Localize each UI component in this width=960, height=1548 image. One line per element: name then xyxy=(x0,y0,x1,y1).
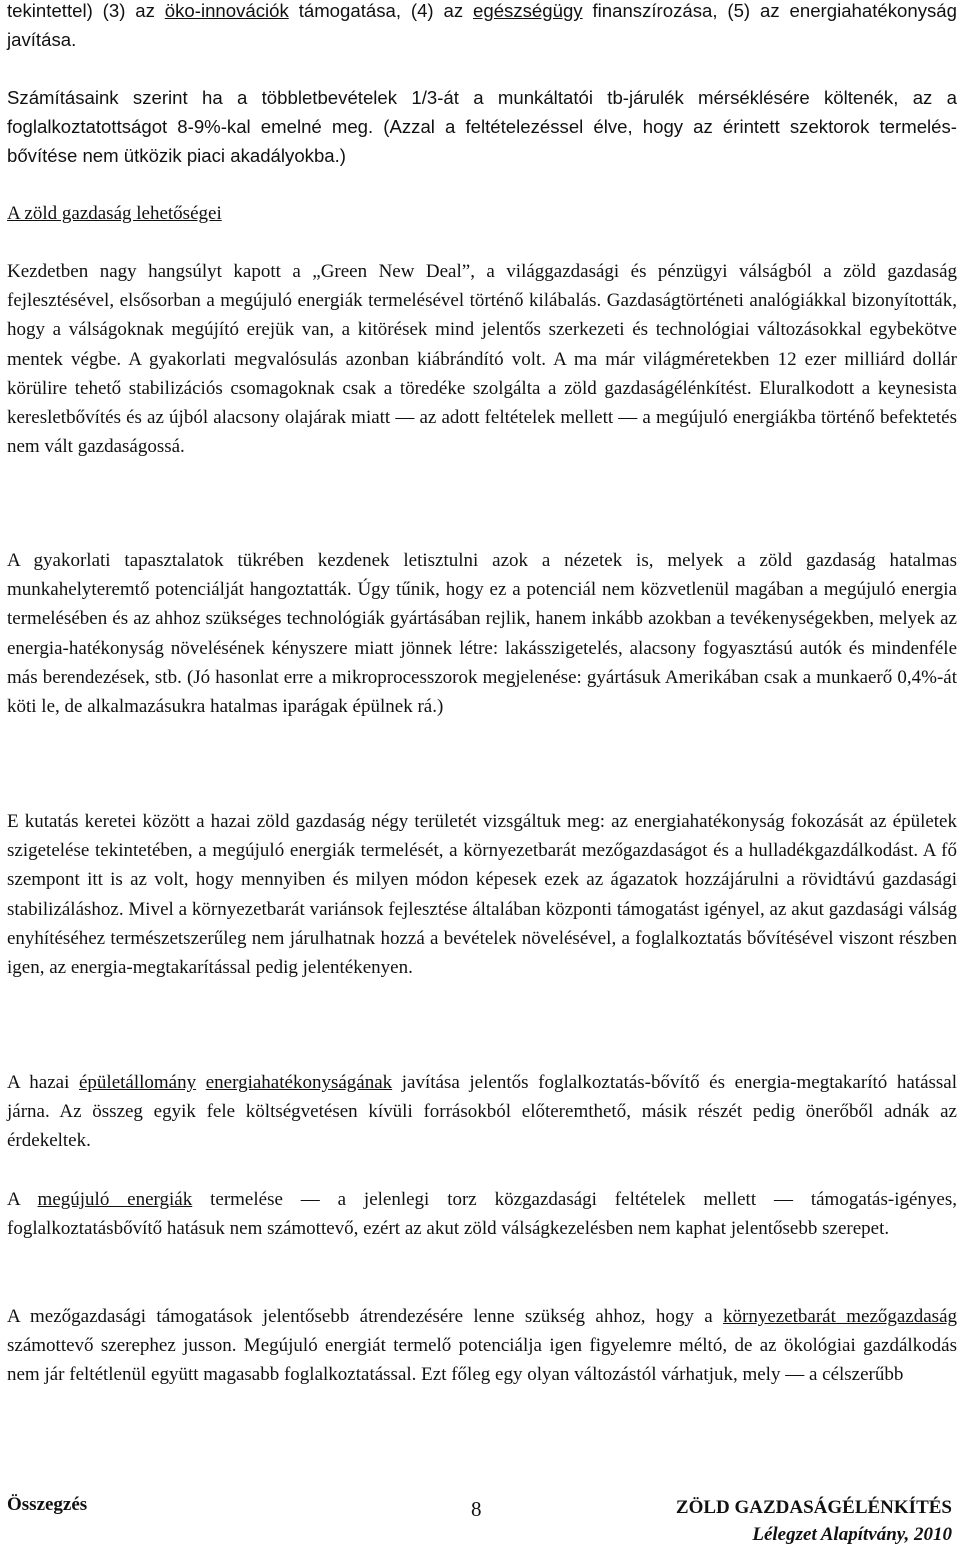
text-run: A mezőgazdasági támogatások jelentősebb átrendezésére lenne szükség ahhoz, hogy a xyxy=(7,1306,723,1327)
section-heading xyxy=(7,199,957,228)
section-heading-text: A zöld gazdaság lehetőségei xyxy=(7,203,222,224)
text-run: támogatása, (4) az xyxy=(288,0,474,21)
link-epuletallomany[interactable]: épületállomány xyxy=(78,1072,197,1093)
footer-publication xyxy=(676,1494,952,1548)
link-egeszsegugy[interactable]: egészségügy xyxy=(473,0,583,21)
link-oko-innovaciok[interactable]: öko-innovációk xyxy=(164,0,289,21)
link-energiahatekonysaganak[interactable]: energiahatékonyságának xyxy=(205,1072,393,1093)
footer-section-label: Összegzés xyxy=(7,1494,88,1515)
footer-subtitle: Lélegzet Alapítvány, 2010 xyxy=(752,1524,952,1545)
text-run: számottevő szerephez jusson. Megújuló energiát termelő potenciálja igen figyelemre méltó, de az ökológiai gazdálkodás nem jár feltétlenül együtt magasabb foglalkoztatással. Ezt főleg egy olyan változástól várhatjuk, mely — a célszerűbb xyxy=(7,1335,957,1386)
paragraph-agriculture xyxy=(7,1302,957,1390)
text-run: Számításaink szerint ha a többletbevételek 1/3-át a munkáltatói tb-járulék mérséklésére költenék, az a foglalkoztatottságot 8-9%-kal emelné meg. (Azzal a feltételezéssel élve, hogy az érintett szektorok termelés-bővítése nem ütközik piaci akadályokba.) xyxy=(7,87,957,167)
text-run: A xyxy=(7,1189,38,1210)
text-run: javítása jelentős foglalkoztatás-bővítő és energia-megtakarító hatással járna. Az összeg egyik fele költségvetésen kívüli forrásokból előteremthető, másik részét pedig önerőből adnák az érdekeltek. xyxy=(7,1072,958,1152)
text-run: A hazai xyxy=(7,1072,79,1093)
footer-title: ZÖLD GAZDASÁGÉLÉNKÍTÉS xyxy=(675,1497,952,1518)
text-run: finanszírozása, (5) az energiahatékonyság javítása. xyxy=(7,0,957,51)
page-number: 8 xyxy=(471,1497,482,1521)
link-kornyezetbarat-mezogazdasag[interactable]: környezetbarát mezőgazdaság xyxy=(723,1306,957,1327)
link-megujulo-energiak[interactable]: megújuló energiák xyxy=(37,1189,193,1210)
text-run: tekintettel) (3) az xyxy=(7,0,165,21)
paragraph-practical-experience: A gyakorlati tapasztalatok tükrében kezdenek letisztulni azok a nézetek is, melyek a zöld gazdaság hatalmas munkahelyteremtő potenciálját hangoztatták. Úgy tűnik, hogy ez a potenciál nem közvetlenül magában a megújuló energia termelésében és az ahhoz szükséges technológiák gyártásában rejlik, hanem inkább azokban a tevékenységekben, melyek az energia-hatékonyság növelésének kényszere miatt jönnek létre: lakásszigetelés, alacsony fogyasztású autók és mindenféle más berendezések, stb. (Jó hasonlat erre a mikroprocesszorok megjelenése: gyártásuk Amerikában csak a munkaerő 0,4%-át köti le, de alkalmazásukra hatalmas iparágak épülnek rá.) xyxy=(7,550,957,718)
paragraph-research-scope: E kutatás keretei között a hazai zöld gazdaság négy területét vizsgáltuk meg: az energiahatékonyság fokozását az épületek szigetelése tekintetében, a megújuló energiák termelését, a környezetbarát mezőgazdaságot és a hulladékgazdálkodást. A fő szempont itt is az volt, hogy mennyiben és milyen módon képesek ezek az ágazatok hozzájárulni a rövidtávú gazdasági stabilizáláshoz. Mivel a környezetbarát variánsok fejlesztése általában központi támogatást igényel, az akut gazdasági válság enyhítéséhez természetszerűleg nem járulhatnak hozzá a bevételek növelésével, a foglalkoztatás bővítésével viszont részben igen, az energia-megtakarítással pedig jelentékenyen. xyxy=(7,811,957,979)
paragraph-green-new-deal: Kezdetben nagy hangsúlyt kapott a „Green New Deal”, a világgazdasági és pénzügyi válságból a zöld gazdaság fejlesztésével, elsősorban a megújuló energiák termelésével történő kilábalás. Gazdaságtörténeti analógiákkal bizonyították, hogy a válságoknak megújító erejük van, a kitörések mind jelentős szerkezeti és technológiai változásokkal egybekötve mentek végbe. A gyakorlati megvalósulás azonban kiábrándító volt. A ma már világméretekben 12 ezer milliárd dollár körülire tehető stabilizációs csomagoknak csak a töredéke szolgálta a zöld gazdaságélénkítést. Eluralkodott a keynesista keresletbővítés és az újból alacsony olajárak miatt — az adott feltételek mellett — a megújuló energiákba történő befektetés nem vált gazdaságossá. xyxy=(7,261,957,458)
paragraph-building-efficiency xyxy=(7,1068,957,1156)
paragraph-renewables xyxy=(7,1185,957,1243)
text-run: termelése — a jelenlegi torz közgazdasági feltételek mellett — támogatás-igényes, foglalkoztatásbővítő hatásuk nem számottevő, ezért az akut zöld válságkezelésben nem kaphat jelentősebb szerepet. xyxy=(7,1189,957,1240)
paragraph-calculation xyxy=(7,83,957,171)
paragraph-intro-continuation xyxy=(7,0,957,54)
text-run xyxy=(196,1072,206,1093)
